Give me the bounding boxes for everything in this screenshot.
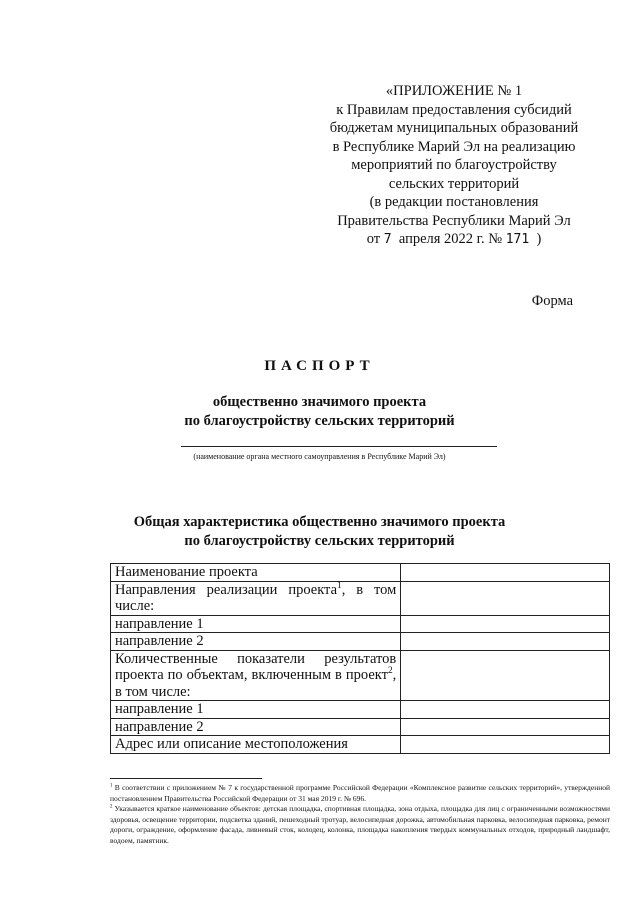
table-row: [111, 701, 610, 719]
form-label: Форма: [531, 293, 573, 309]
row-label: направление 1: [111, 701, 401, 719]
footnote-text: В соответствии с приложением № 7 к государственной программе Российской Федерации «Комплексное развитие сельских территорий», утвержденной постановлением Правительства Российской Федерации от 31 мая 2019 г. № 696.: [110, 783, 610, 803]
row-label: Наименование проекта: [111, 564, 401, 582]
row-label: направление 2: [111, 633, 401, 651]
appendix-line: (в редакции постановления: [369, 194, 539, 210]
passport-subtitle: [0, 393, 639, 430]
footnote-ref: 2: [387, 666, 393, 677]
section-title-line: Общая характеристика общественно значимого проекта: [133, 514, 506, 530]
row-label-text: , в том числе:: [115, 581, 397, 614]
row-value-cell[interactable]: [401, 615, 610, 633]
row-value-cell[interactable]: [401, 736, 610, 754]
footnotes: [110, 783, 610, 846]
row-label: [111, 650, 401, 701]
appendix-line: к Правилам предоставления субсидий: [336, 101, 572, 118]
footnote-text: Указывается краткое наименование объектов: детская площадка, спортивная площадка, зона отдыха, площадка для лиц с ограниченными возможностями здоровья, освещение территории, подсветка зданий, пешеходный тротуар, велосипедная дорожка, автомобильная парковка, велосипедная парковка, ремонт дороги, ограждение, оформление фасада, ливневый сток, колодец, колонка, площадка накопления твердых коммунальных отходов, природный ландшафт, водоем, памятник.: [110, 804, 610, 845]
date-close: ): [536, 231, 542, 247]
appendix-line: мероприятий по благоустройству: [351, 157, 557, 173]
footnote-1: [110, 783, 610, 804]
row-label: направление 1: [111, 615, 401, 633]
appendix-line: бюджетам муниципальных образований: [329, 120, 579, 136]
appendix-line: «ПРИЛОЖЕНИЕ № 1: [385, 83, 523, 99]
passport-title: ПАСПОРТ: [264, 358, 375, 374]
appendix-block: [300, 82, 608, 250]
date-rest: апреля 2022 г. №: [398, 231, 503, 247]
row-label: направление 2: [111, 718, 401, 736]
appendix-line: сельских территорий: [388, 175, 520, 192]
row-value-cell[interactable]: [401, 633, 610, 651]
org-name-caption: (наименование органа местного самоуправления в Республике Марий Эл): [193, 452, 446, 461]
row-label: Адрес или описание местоположения: [111, 736, 401, 754]
section-title-line: по благоустройству сельских территорий: [184, 532, 455, 549]
footnote-number: 1: [110, 783, 113, 789]
row-value-cell[interactable]: [401, 564, 610, 582]
passport-subtitle-line: общественно значимого проекта: [212, 394, 427, 410]
table-row: [111, 564, 610, 582]
org-name-blank-line[interactable]: [181, 446, 497, 447]
date-prefix: от: [366, 231, 381, 247]
appendix-line: в Республике Марий Эл на реализацию: [332, 138, 576, 155]
table-row: [111, 615, 610, 633]
table-row: [111, 718, 610, 736]
row-value-cell[interactable]: [401, 650, 610, 701]
footnote-2: [110, 804, 610, 846]
passport-subtitle-line: по благоустройству сельских территорий: [184, 412, 455, 429]
table-row: [111, 650, 610, 701]
row-label-text: , в том числе:: [115, 667, 397, 700]
row-value-cell[interactable]: [401, 701, 610, 719]
row-value-cell[interactable]: [401, 581, 610, 615]
date-number: 171: [505, 232, 530, 247]
row-label-text: Направления реализации проекта: [115, 581, 338, 598]
section-title: [0, 513, 639, 550]
appendix-date-line: [300, 230, 608, 250]
table-row: [111, 736, 610, 754]
row-label-text: Количественные показатели результатов проекта по объектам, включенным в проект: [115, 650, 397, 683]
date-day: 7: [383, 232, 392, 247]
row-value-cell[interactable]: [401, 718, 610, 736]
footnote-ref: 1: [337, 580, 342, 591]
footnote-number: 2: [110, 804, 113, 810]
table-row: [111, 581, 610, 615]
appendix-line: Правительства Республики Марий Эл: [337, 212, 571, 229]
row-label: [111, 581, 401, 615]
project-characteristics-table: [110, 563, 610, 754]
table-row: [111, 633, 610, 651]
footnote-separator: [110, 778, 262, 779]
